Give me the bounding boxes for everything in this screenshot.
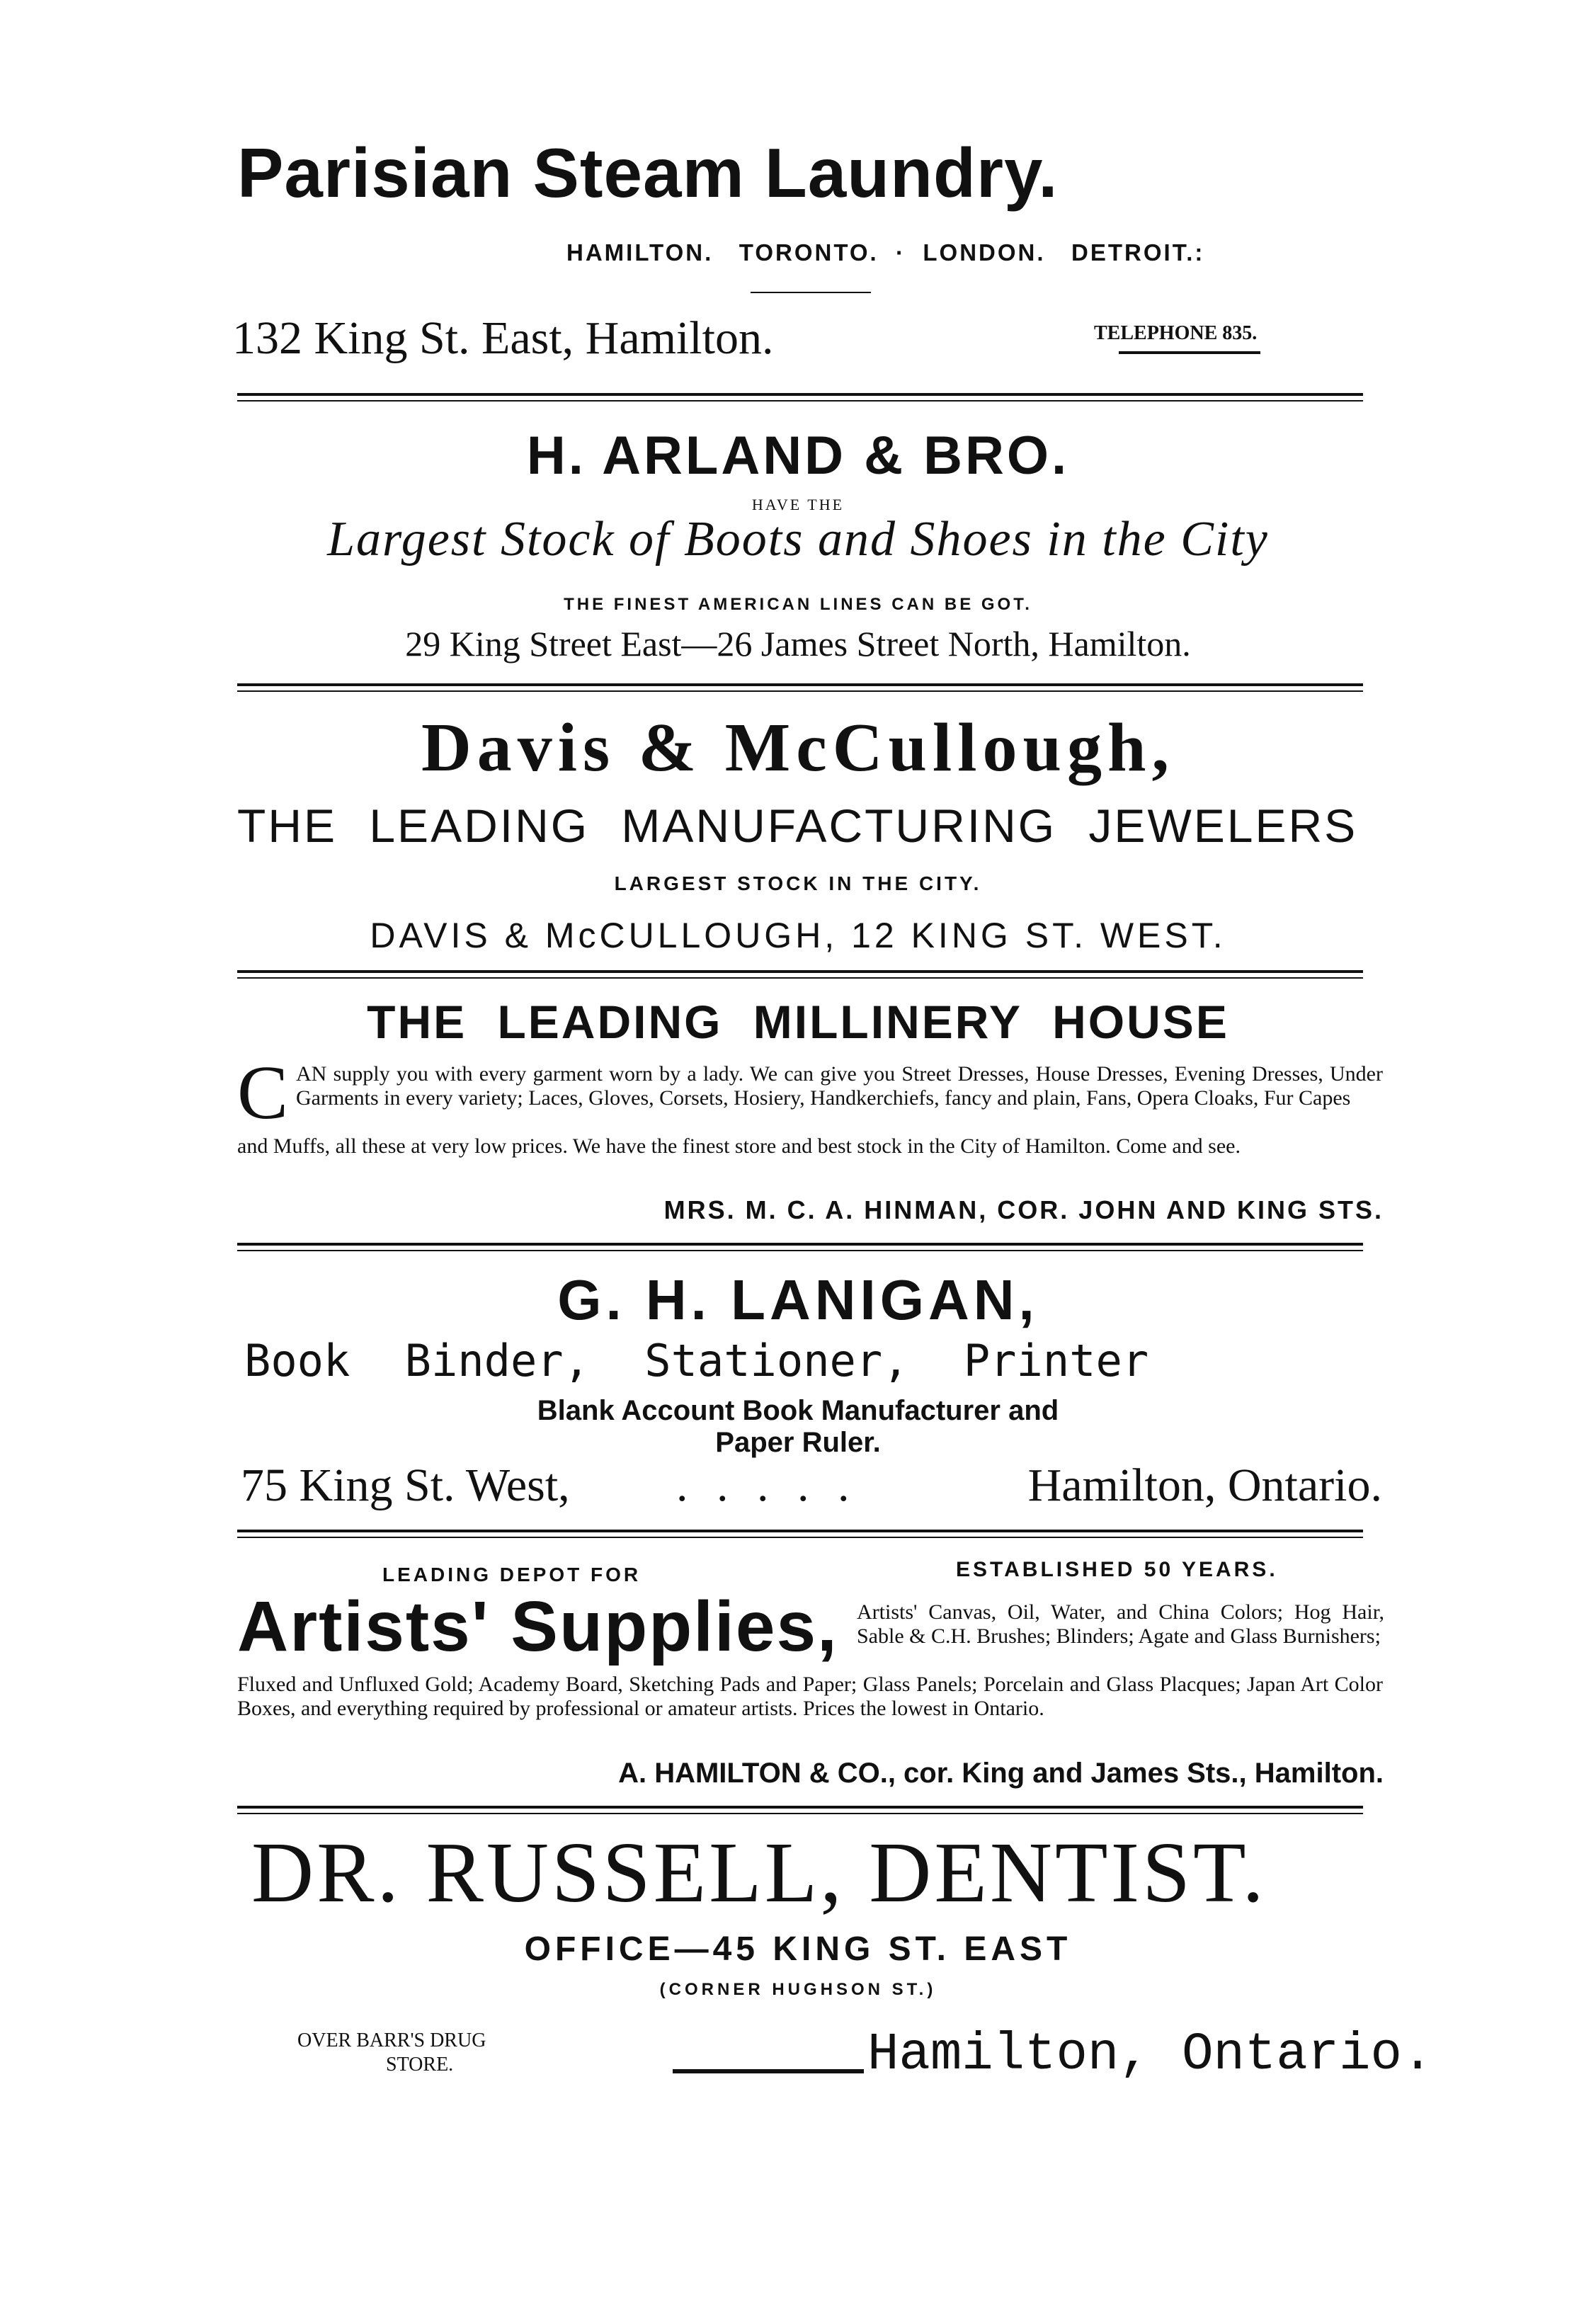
arland-name: H. ARLAND & BRO. bbox=[526, 426, 1070, 486]
lanigan-address-dots: . . . . . bbox=[676, 1459, 858, 1511]
arland-tagline: Largest Stock of Boots and Shoes in the City bbox=[327, 512, 1269, 567]
davis-name: Davis & McCullough, bbox=[421, 710, 1175, 786]
davis-address: DAVIS & McCULLOUGH, 12 KING ST. WEST. bbox=[370, 916, 1226, 955]
divider-3 bbox=[237, 970, 1363, 979]
russell-pointer-line bbox=[673, 2069, 864, 2073]
artists-depot: LEADING DEPOT FOR bbox=[382, 1564, 642, 1586]
lanigan-line2: Paper Ruler. bbox=[715, 1427, 881, 1458]
russell-office: OFFICE—45 KING ST. EAST bbox=[524, 1930, 1072, 1968]
millinery-drop-cap: C bbox=[237, 1051, 289, 1135]
divider-6 bbox=[237, 1806, 1363, 1814]
russell-over-store: STORE. bbox=[386, 2054, 454, 2076]
artists-title: Artists' Supplies, bbox=[237, 1587, 838, 1666]
laundry-cities: HAMILTON. TORONTO. · LONDON. DETROIT.: bbox=[566, 239, 1205, 266]
russell-over-barrs: OVER BARR'S DRUG bbox=[297, 2029, 486, 2051]
millinery-signature: MRS. M. C. A. HINMAN, COR. JOHN AND KING STS. bbox=[663, 1195, 1384, 1224]
divider-4 bbox=[237, 1243, 1363, 1251]
lanigan-address-left: 75 King St. West, bbox=[241, 1459, 570, 1511]
millinery-title: THE LEADING MILLINERY HOUSE bbox=[367, 996, 1229, 1048]
lanigan-name: G. H. LANIGAN, bbox=[557, 1268, 1039, 1331]
arland-address: 29 King Street East—26 James Street North, Hamilton. bbox=[405, 624, 1191, 664]
artists-signature: A. HAMILTON & CO., cor. King and James Sts., Hamilton. bbox=[618, 1758, 1384, 1789]
divider-5 bbox=[237, 1530, 1363, 1538]
arland-lines: THE FINEST AMERICAN LINES CAN BE GOT. bbox=[564, 595, 1032, 614]
laundry-telephone: TELEPHONE 835. bbox=[1094, 322, 1258, 344]
divider-1 bbox=[237, 393, 1363, 402]
laundry-address: 132 King St. East, Hamilton. bbox=[232, 312, 774, 364]
lanigan-trades: Book Binder, Stationer, Printer bbox=[244, 1335, 1149, 1387]
russell-title: DR. RUSSELL, DENTIST. bbox=[251, 1825, 1267, 1920]
lanigan-line1: Blank Account Book Manufacturer and bbox=[537, 1395, 1059, 1426]
russell-corner: (CORNER HUGHSON ST.) bbox=[659, 1980, 937, 1999]
artists-established: ESTABLISHED 50 YEARS. bbox=[956, 1558, 1278, 1581]
millinery-body-first: AN supply you with every garment worn by a lady. We can give you Street Dresses, House Dresses, Evening Dresses, Under Garments in every variety; Laces, Gloves, Corsets, Hosiery, Handkerchiefs, fancy and plain, Fans, Opera Cloaks, Fur Capes bbox=[296, 1062, 1383, 1110]
millinery-body-rest: and Muffs, all these at very low prices. We have the finest store and best stock in the City of Hamilton. Come and see. bbox=[237, 1134, 1241, 1158]
laundry-title: Parisian Steam Laundry. bbox=[237, 134, 1059, 212]
arland-have-the: HAVE THE bbox=[751, 496, 845, 513]
lanigan-address-right: Hamilton, Ontario. bbox=[1027, 1459, 1382, 1511]
divider-2 bbox=[237, 683, 1363, 692]
davis-tagline: THE LEADING MANUFACTURING JEWELERS bbox=[237, 799, 1358, 852]
laundry-divider-short bbox=[751, 292, 871, 293]
artists-side-text: Artists' Canvas, Oil, Water, and China Colors; Hog Hair, Sable & C.H. Brushes; Blinders; Agate and Glass Burnishers; bbox=[857, 1600, 1384, 1648]
artists-body: Fluxed and Unfluxed Gold; Academy Board, Sketching Pads and Paper; Glass Panels; Porcelain and Glass Placques; Japan Art Color Boxes, and everything required by professional or amateur artists. Prices the lowest in Ontario. bbox=[237, 1673, 1383, 1720]
davis-stock: LARGEST STOCK IN THE CITY. bbox=[614, 872, 982, 894]
telephone-underline bbox=[1119, 351, 1260, 354]
russell-city: Hamilton, Ontario. bbox=[867, 2025, 1434, 2085]
